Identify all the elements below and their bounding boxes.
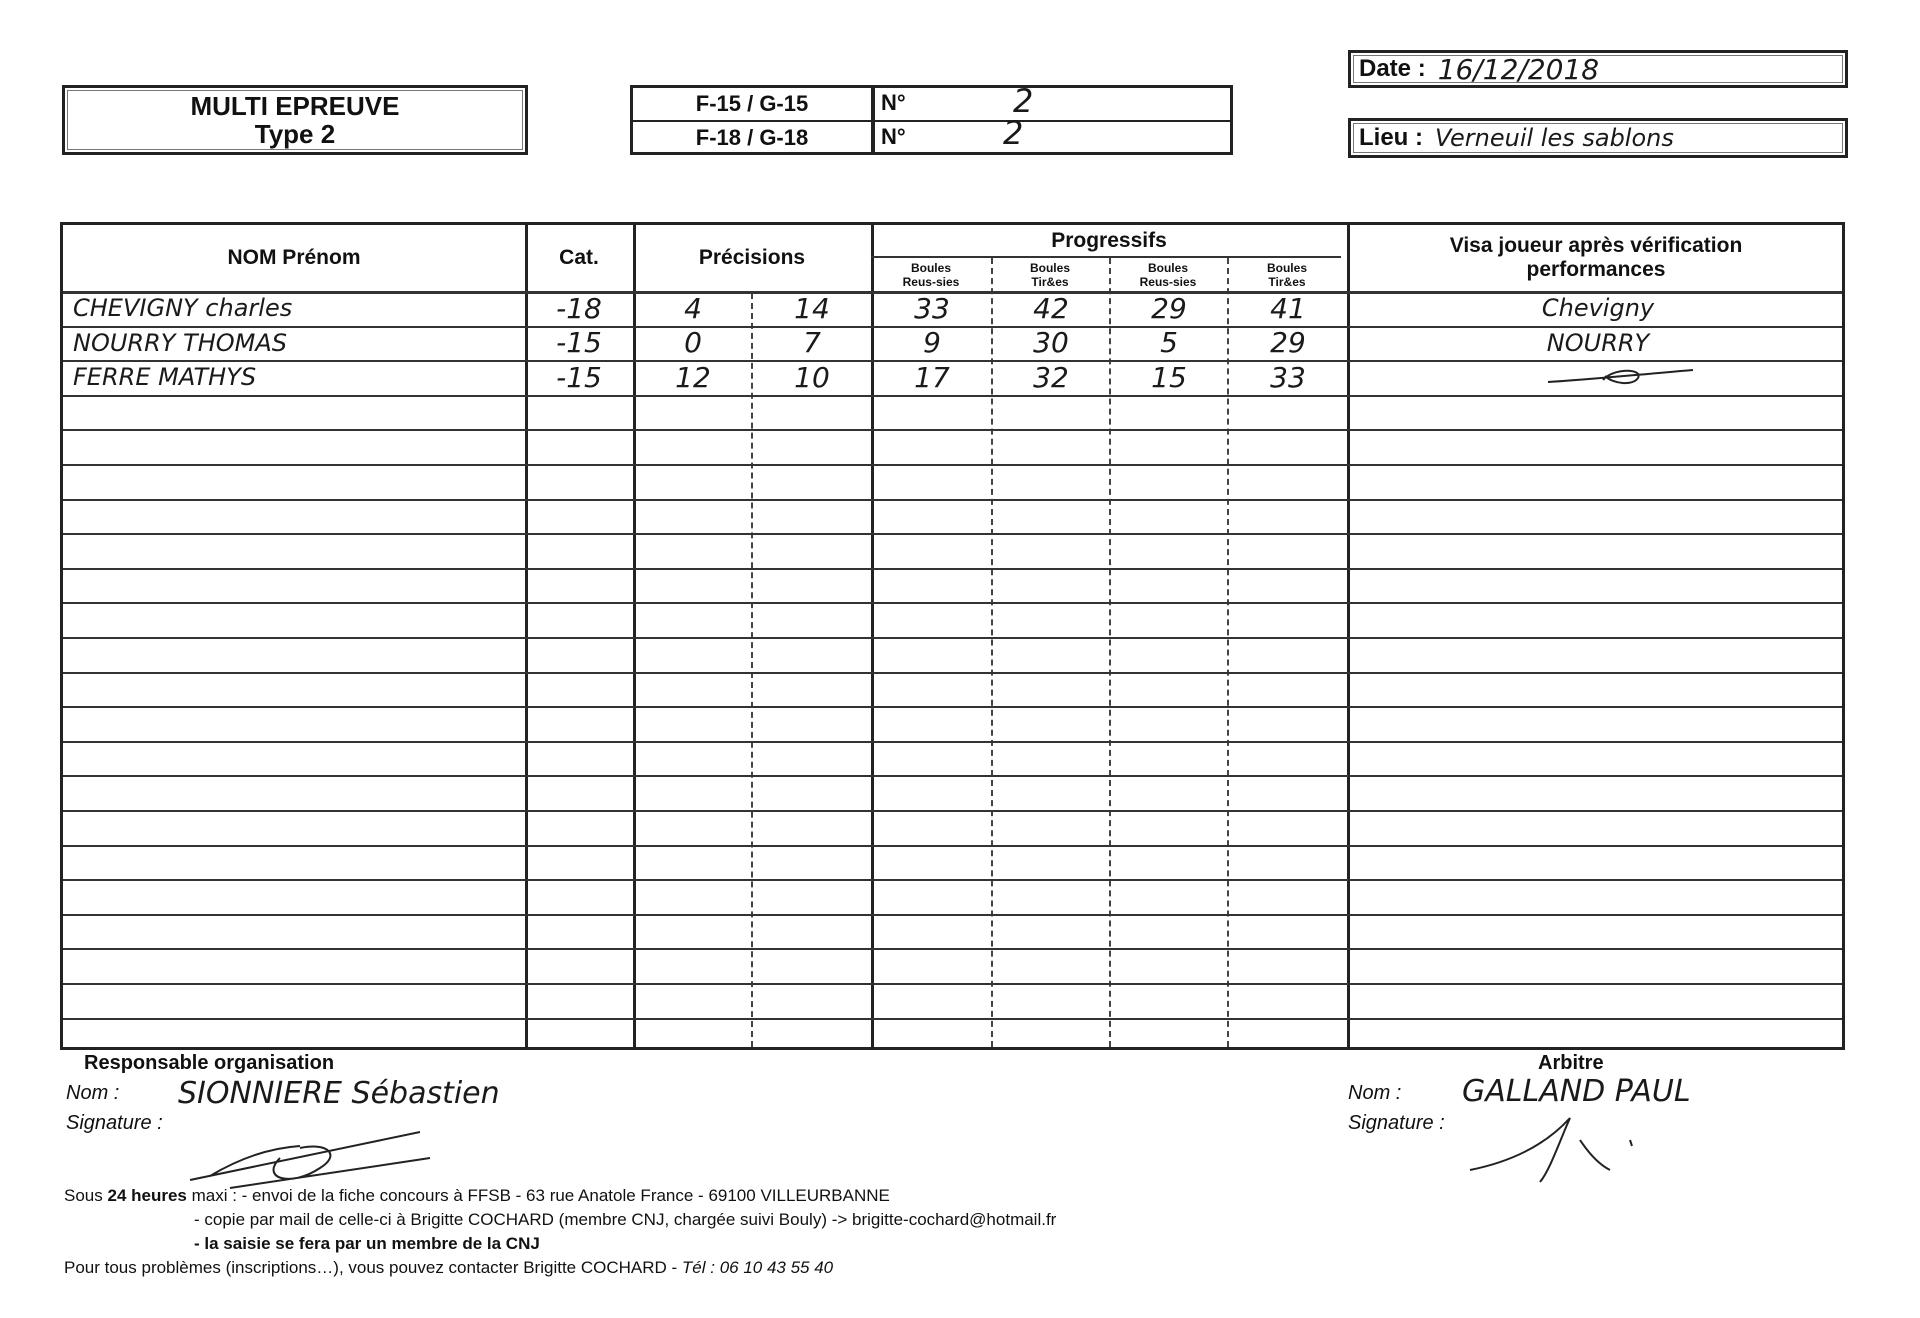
row-divider	[63, 845, 1842, 847]
cell-name[interactable]: NOURRY THOMAS	[73, 328, 288, 357]
cell-p1[interactable]: 0	[684, 326, 702, 360]
cell-visa[interactable]: Chevigny	[1541, 294, 1655, 322]
arb-nom-value[interactable]: GALLAND PAUL	[1462, 1074, 1691, 1109]
cell-p1[interactable]: 4	[684, 291, 702, 325]
col-divider	[1109, 258, 1111, 1047]
lieu-label: Lieu :	[1359, 124, 1423, 151]
row-divider	[63, 568, 1842, 570]
cell-g3[interactable]: 5	[1160, 326, 1178, 360]
number-label: N°	[881, 90, 906, 115]
cell-g4[interactable]: 33	[1270, 360, 1306, 394]
cell-g1[interactable]: 17	[914, 360, 950, 394]
row-divider	[63, 741, 1842, 743]
form-type: Type 2	[254, 119, 336, 149]
arb-title: Arbitre	[1538, 1052, 1604, 1074]
header-precisions: Précisions	[698, 246, 806, 269]
row-divider	[63, 1018, 1842, 1020]
category-row	[633, 82, 1230, 120]
cell-g4[interactable]: 41	[1270, 291, 1306, 325]
number-value[interactable]: 2	[1013, 82, 1034, 120]
cell-g1[interactable]: 9	[923, 326, 941, 360]
results-table	[60, 222, 1845, 1050]
col-divider	[525, 225, 528, 1047]
row-divider	[63, 395, 1842, 397]
col-divider	[1227, 258, 1229, 1047]
number-value[interactable]: 2	[1003, 114, 1024, 152]
cell-name[interactable]: CHEVIGNY charles	[73, 294, 293, 322]
category-box	[630, 82, 1233, 155]
row-divider	[63, 775, 1842, 777]
instruction-line: - la saisie se fera par un membre de la CNJ	[194, 1234, 540, 1253]
row-divider	[63, 810, 1842, 812]
form-title-box	[62, 85, 528, 155]
cell-p2[interactable]: 10	[794, 360, 830, 394]
category-row	[633, 114, 1230, 154]
row-divider	[63, 948, 1842, 950]
org-nom-value[interactable]: SIONNIERE Sébastien	[178, 1076, 500, 1111]
org-sig-label: Signature :	[66, 1112, 163, 1134]
col-divider	[1347, 225, 1350, 1047]
header-sub: Boules Tir&es	[1266, 260, 1307, 289]
header-sub: Boules Reus-sies	[1139, 260, 1197, 289]
col-divider	[991, 258, 993, 1047]
lieu-field	[1348, 118, 1848, 158]
date-label: Date :	[1359, 55, 1426, 82]
cell-g3[interactable]: 15	[1151, 360, 1187, 394]
header-sub: Boules Tir&es	[1029, 260, 1070, 289]
date-field	[1348, 50, 1848, 88]
arb-nom-label: Nom :	[1348, 1082, 1402, 1104]
row-divider	[63, 533, 1842, 535]
cell-g3[interactable]: 29	[1151, 291, 1187, 325]
header-sub: Boules Reus-sies	[902, 260, 960, 289]
cell-cat[interactable]: -15	[556, 360, 602, 394]
cell-visa[interactable]: NOURRY	[1546, 328, 1650, 357]
arb-sig-label: Signature :	[1348, 1112, 1445, 1134]
org-nom-label: Nom :	[66, 1082, 120, 1104]
number-label: N°	[881, 124, 906, 149]
cell-g2[interactable]: 42	[1033, 291, 1069, 325]
cell-g2[interactable]: 32	[1033, 360, 1069, 394]
cell-g2[interactable]: 30	[1033, 326, 1069, 360]
header-name: NOM Prénom	[227, 246, 361, 269]
contact-line: Pour tous problèmes (inscriptions…), vous pouvez contacter Brigitte COCHARD - Tél : 06 10 43 55 40	[64, 1258, 834, 1277]
cell-name[interactable]: FERRE MATHYS	[73, 363, 257, 392]
header-progressifs: Progressifs	[1051, 228, 1167, 252]
row-divider	[63, 637, 1842, 639]
row-divider	[63, 706, 1842, 708]
cell-p2[interactable]: 7	[803, 326, 821, 360]
col-divider	[871, 225, 874, 1047]
date-value[interactable]: 16/12/2018	[1437, 52, 1600, 86]
cell-g4[interactable]: 29	[1270, 326, 1306, 360]
form-title: MULTI EPREUVE	[190, 91, 400, 121]
row-divider	[63, 914, 1842, 916]
instruction-line: Sous 24 heures maxi : - envoi de la fiche concours à FFSB - 63 rue Anatole France - 69100 VILLEURBANNE	[64, 1186, 890, 1205]
cell-cat[interactable]: -15	[556, 326, 602, 360]
row-divider	[63, 429, 1842, 431]
cell-p2[interactable]: 14	[794, 291, 830, 325]
lieu-value[interactable]: Verneuil les sablons	[1435, 124, 1674, 152]
row-divider	[63, 983, 1842, 985]
col-divider	[751, 293, 753, 1047]
row-divider	[63, 672, 1842, 674]
category-label: F-15 / G-15	[633, 88, 875, 120]
header-visa: Visa joueur après vérification performances	[1449, 234, 1743, 281]
cell-cat[interactable]: -18	[556, 291, 602, 325]
row-divider	[63, 499, 1842, 501]
org-title: Responsable organisation	[84, 1052, 335, 1074]
cell-g1[interactable]: 33	[914, 291, 950, 325]
arb-signature-mark	[1460, 1110, 1700, 1190]
row-divider	[63, 464, 1842, 466]
col-divider	[633, 225, 636, 1047]
instruction-line: - copie par mail de celle-ci à Brigitte COCHARD (membre CNJ, chargée suivi Bouly) -> brigitte-cochard@hotmail.fr	[194, 1210, 1057, 1229]
cell-p1[interactable]: 12	[675, 360, 711, 394]
header-cat: Cat.	[559, 246, 599, 269]
visa-signature-mark	[1543, 362, 1703, 392]
row-divider	[63, 879, 1842, 881]
row-divider	[63, 602, 1842, 604]
category-label: F-18 / G-18	[633, 122, 875, 154]
